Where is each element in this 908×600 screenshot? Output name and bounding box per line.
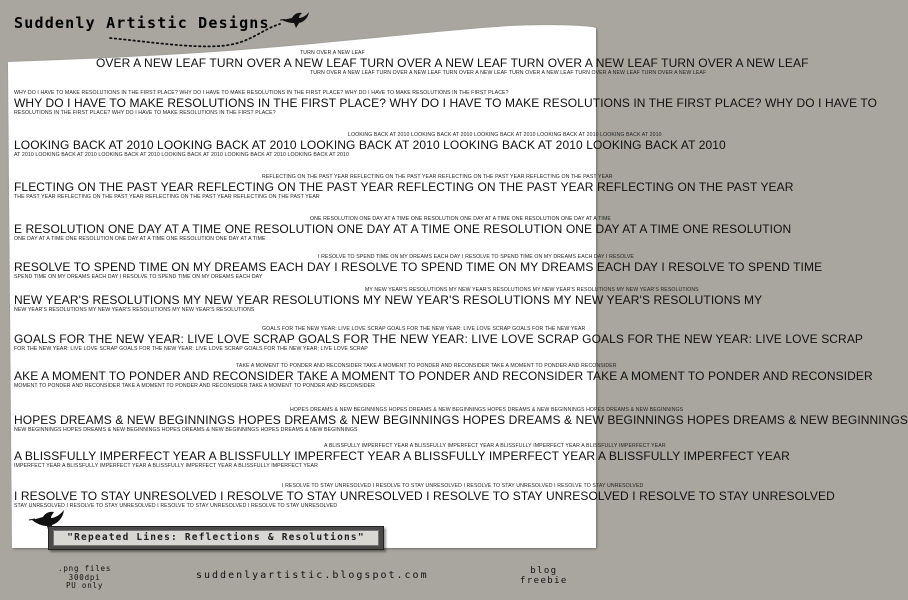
repeated-line-large: LOOKING BACK AT 2010 LOOKING BACK AT 2010 LOOKING BACK AT 2010 LOOKING BACK AT 2010 LOOKING BACK AT 2010 <box>14 138 726 152</box>
repeated-line-large: E RESOLUTION ONE DAY AT A TIME ONE RESOLUTION ONE DAY AT A TIME ONE RESOLUTION ONE DAY AT A TIME ONE RESOLUTION <box>14 222 792 236</box>
repeated-line-small: ONE DAY AT A TIME ONE RESOLUTION ONE DAY AT A TIME ONE RESOLUTION ONE DAY AT A TIME <box>14 236 266 242</box>
repeated-line-small: NEW BEGINNINGS HOPES DREAMS & NEW BEGINNINGS HOPES DREAMS & NEW BEGINNINGS HOPES DREAMS & NEW BEGINNINGS <box>14 427 358 433</box>
repeated-line-large: FLECTING ON THE PAST YEAR REFLECTING ON THE PAST YEAR REFLECTING ON THE PAST YEAR REFLECTING ON THE PAST YEAR <box>14 180 794 194</box>
repeated-line-large: HOPES DREAMS & NEW BEGINNINGS HOPES DREAMS & NEW BEGINNINGS HOPES DREAMS & NEW BEGINNINGS HOPES DREAMS & NEW BEGINNINGS <box>14 413 908 427</box>
repeated-line-large: A BLISSFULLY IMPERFECT YEAR A BLISSFULLY IMPERFECT YEAR A BLISSFULLY IMPERFECT YEAR A BLISSFULLY IMPERFECT YEAR <box>14 449 790 463</box>
repeated-line-small: GOALS FOR THE NEW YEAR: LIVE LOVE SCRAP GOALS FOR THE NEW YEAR: LIVE LOVE SCRAP GOALS FOR THE NEW YEAR <box>262 326 586 332</box>
repeated-line-small: RESOLUTIONS IN THE FIRST PLACE? WHY DO I HAVE TO MAKE RESOLUTIONS IN THE FIRST PLACE? <box>14 110 276 116</box>
repeated-line-large: OVER A NEW LEAF TURN OVER A NEW LEAF TURN OVER A NEW LEAF TURN OVER A NEW LEAF TURN OVER A NEW LEAF <box>96 56 809 70</box>
spec-line: .png files <box>58 564 112 573</box>
repeated-line-small: A BLISSFULLY IMPERFECT YEAR A BLISSFULLY IMPERFECT YEAR A BLISSFULLY IMPERFECT YEAR A BLISSFULLY IMPERFECT YEAR <box>324 443 666 449</box>
title-tag-label: "Repeated Lines: Reflections & Resolutions" <box>53 530 379 546</box>
repeated-line-small: WHY DO I HAVE TO MAKE RESOLUTIONS IN THE FIRST PLACE? WHY DO I HAVE TO MAKE RESOLUTIONS IN THE FIRST PLACE? WHY DO I HAVE TO MAKE RESOLUTIONS IN THE FIRST PLACE? <box>14 90 509 96</box>
repeated-line-small: FOR THE NEW YEAR: LIVE LOVE SCRAP GOALS FOR THE NEW YEAR: LIVE LOVE SCRAP GOALS FOR THE NEW YEAR: LIVE LOVE SCRAP <box>14 346 368 352</box>
spec-line: PU only <box>65 581 104 590</box>
repeated-line-large: WHY DO I HAVE TO MAKE RESOLUTIONS IN THE FIRST PLACE? WHY DO I HAVE TO MAKE RESOLUTIONS IN THE FIRST PLACE? WHY DO I HAVE TO <box>14 96 878 110</box>
blog-url[interactable]: suddenlyartistic.blogspot.com <box>196 570 429 581</box>
title-tag <box>48 526 384 550</box>
freebie-line: blog <box>530 566 558 576</box>
repeated-line-small: REFLECTING ON THE PAST YEAR REFLECTING ON THE PAST YEAR REFLECTING ON THE PAST YEAR REFLECTING ON THE PAST YEAR <box>262 174 613 180</box>
repeated-line-small: I RESOLVE TO STAY UNRESOLVED I RESOLVE TO STAY UNRESOLVED I RESOLVE TO STAY UNRESOLVED I RESOLVE TO STAY UNRESOLVED <box>282 483 644 489</box>
repeated-line-small: TURN OVER A NEW LEAF <box>300 50 365 56</box>
repeated-line-small: LOOKING BACK AT 2010 LOOKING BACK AT 2010 LOOKING BACK AT 2010 LOOKING BACK AT 2010 LOOKING BACK AT 2010 <box>348 132 662 138</box>
repeated-line-small: SPEND TIME ON MY DREAMS EACH DAY I RESOLVE TO SPEND TIME ON MY DREAMS EACH DAY <box>14 274 263 280</box>
repeated-line-small: TAKE A MOMENT TO PONDER AND RECONSIDER TAKE A MOMENT TO PONDER AND RECONSIDER TAKE A MOMENT TO PONDER AND RECONSIDER <box>236 363 617 369</box>
repeated-line-small: IMPERFECT YEAR A BLISSFULLY IMPERFECT YEAR A BLISSFULLY IMPERFECT YEAR A BLISSFULLY IMPERFECT YEAR <box>14 463 318 469</box>
repeated-line-small: ONE RESOLUTION ONE DAY AT A TIME ONE RESOLUTION ONE DAY AT A TIME ONE RESOLUTION ONE DAY AT A TIME <box>310 216 611 222</box>
freebie-line: freebie <box>520 576 568 586</box>
freebie-label <box>520 566 568 586</box>
brand-title: Suddenly Artistic Designs <box>14 14 270 32</box>
repeated-line-small: MY NEW YEAR'S RESOLUTIONS MY NEW YEAR'S RESOLUTIONS MY NEW YEAR'S RESOLUTIONS MY NEW YEAR'S RESOLUTIONS <box>365 287 699 293</box>
repeated-line-small: MOMENT TO PONDER AND RECONSIDER TAKE A MOMENT TO PONDER AND RECONSIDER TAKE A MOMENT TO PONDER AND RECONSIDER <box>14 383 376 389</box>
repeated-line-large: I RESOLVE TO STAY UNRESOLVED I RESOLVE TO STAY UNRESOLVED I RESOLVE TO STAY UNRESOLVED I RESOLVE TO STAY UNRESOLVED <box>14 489 835 503</box>
repeated-line-small: STAY UNRESOLVED I RESOLVE TO STAY UNRESOLVED I RESOLVE TO STAY UNRESOLVED I RESOLVE TO STAY UNRESOLVED <box>14 503 338 509</box>
repeated-line-large: RESOLVE TO SPEND TIME ON MY DREAMS EACH DAY I RESOLVE TO SPEND TIME ON MY DREAMS EACH DAY I RESOLVE TO SPEND TIME <box>14 260 823 274</box>
file-specs <box>58 565 111 591</box>
repeated-line-large: AKE A MOMENT TO PONDER AND RECONSIDER TAKE A MOMENT TO PONDER AND RECONSIDER TAKE A MOMENT TO PONDER AND RECONSIDER <box>14 369 873 383</box>
repeated-line-large: NEW YEAR'S RESOLUTIONS MY NEW YEAR RESOLUTIONS MY NEW YEAR'S RESOLUTIONS MY NEW YEAR'S RESOLUTIONS MY <box>14 293 763 307</box>
repeated-line-small: TURN OVER A NEW LEAF TURN OVER A NEW LEAF TURN OVER A NEW LEAF TURN OVER A NEW LEAF TURN OVER A NEW LEAF TURN OVER A NEW LEAF <box>310 70 707 76</box>
repeated-line-large: GOALS FOR THE NEW YEAR: LIVE LOVE SCRAP GOALS FOR THE NEW YEAR: LIVE LOVE SCRAP GOALS FOR THE NEW YEAR: LIVE LOVE SCRAP <box>14 332 864 346</box>
repeated-line-small: HOPES DREAMS & NEW BEGINNINGS HOPES DREAMS & NEW BEGINNINGS HOPES DREAMS & NEW BEGINNINGS HOPES DREAMS & NEW BEGINNINGS <box>290 407 684 413</box>
repeated-line-small: AT 2010 LOOKING BACK AT 2010 LOOKING BACK AT 2010 LOOKING BACK AT 2010 LOOKING BACK AT 2010 LOOKING BACK AT 2010 <box>14 152 349 158</box>
repeated-line-small: I RESOLVE TO SPEND TIME ON MY DREAMS EACH DAY I RESOLVE TO SPEND TIME ON MY DREAMS EACH DAY I RESOLVE <box>318 254 634 260</box>
repeated-line-small: NEW YEAR'S RESOLUTIONS MY NEW YEAR'S RESOLUTIONS MY NEW YEAR'S RESOLUTIONS <box>14 307 255 313</box>
spec-line: 300dpi <box>68 572 101 582</box>
repeated-line-small: THE PAST YEAR REFLECTING ON THE PAST YEAR REFLECTING ON THE PAST YEAR REFLECTING ON THE PAST YEAR <box>14 194 320 200</box>
